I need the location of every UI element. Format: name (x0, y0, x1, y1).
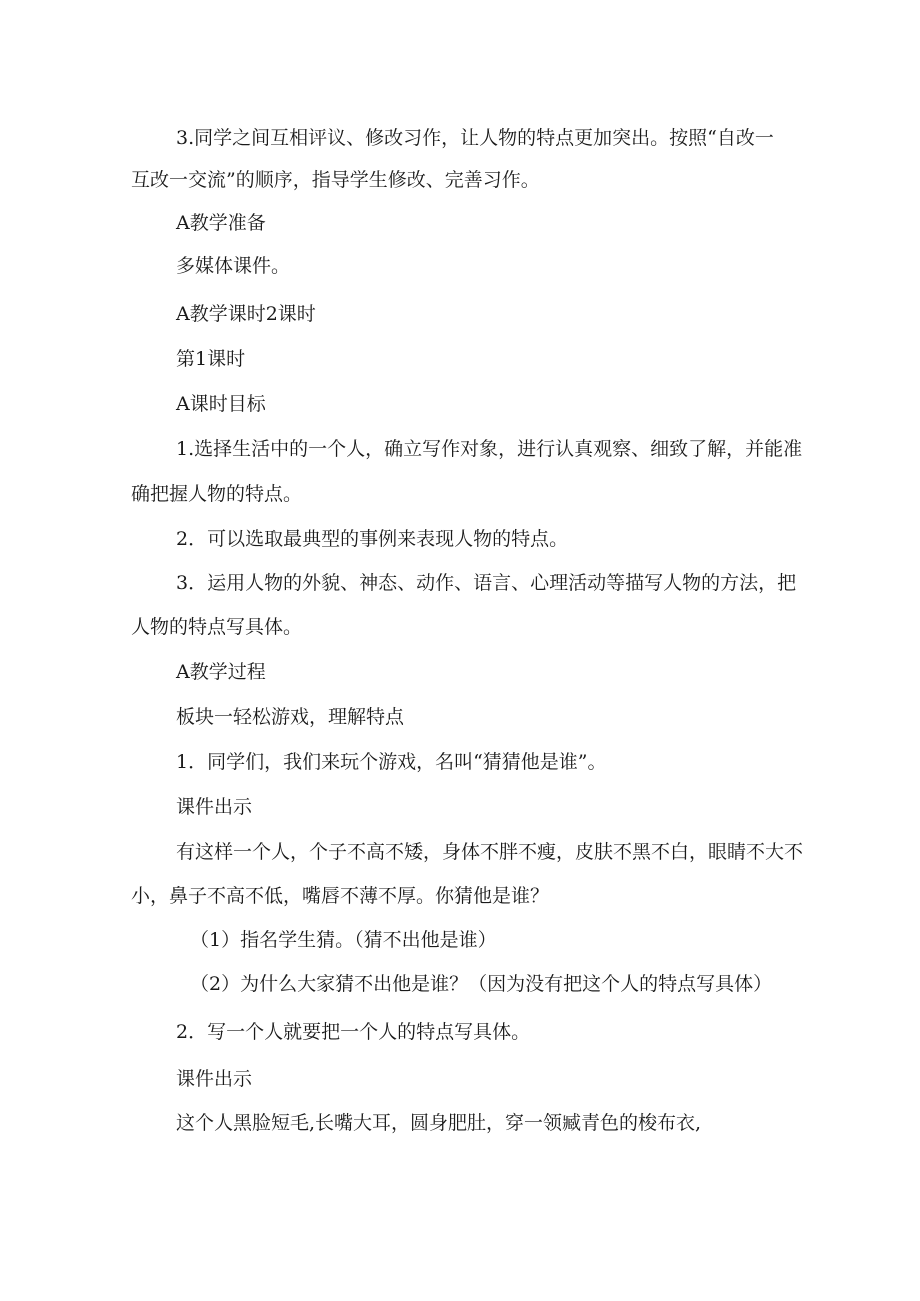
paragraph-line: 课件出示 (176, 1068, 253, 1090)
paragraph-line: 小，鼻子不高不低，嘴唇不薄不厚。你猜他是谁？ (131, 885, 550, 907)
paragraph-line: 3.同学之间互相评议、修改习作，让人物的特点更加突出。按照“自改一 (176, 127, 774, 149)
lesson-heading: 第1课时 (176, 348, 246, 370)
section-heading: A教学课时2课时 (176, 303, 316, 325)
paragraph-line: （2）为什么大家猜不出他是谁？（因为没有把这个人的特点写具体） (190, 973, 773, 995)
paragraph-line: 2．写一个人就要把一个人的特点写具体。 (176, 1021, 531, 1043)
paragraph-line: 课件出示 (176, 796, 253, 818)
section-heading: A教学过程 (176, 661, 266, 683)
paragraph-line: 1.选择生活中的一个人，确立写作对象，进行认真观察、细致了解，并能准 (176, 438, 803, 460)
section-heading: A课时目标 (176, 393, 266, 415)
section-heading: A教学准备 (176, 212, 266, 234)
paragraph-line: 互改一交流”的顺序，指导学生修改、完善习作。 (131, 169, 540, 191)
paragraph-line: 多媒体课件。 (176, 255, 291, 277)
paragraph-line: 1．同学们，我们来玩个游戏，名叫“猜猜他是谁”。 (176, 751, 607, 773)
paragraph-line: （1）指名学生猜。（猜不出他是谁） (190, 929, 497, 951)
paragraph-line: 有这样一个人，个子不高不矮，身体不胖不瘦，皮肤不黑不白，眼睛不大不 (176, 841, 804, 863)
paragraph-line: 2．可以选取最典型的事例来表现人物的特点。 (176, 528, 569, 550)
paragraph-line: 3．运用人物的外貌、神态、动作、语言、心理活动等描写人物的方法，把 (176, 572, 797, 594)
block-heading: 板块一轻松游戏，理解特点 (176, 706, 405, 728)
paragraph-line: 人物的特点写具体。 (131, 616, 303, 638)
paragraph-line: 这个人黑脸短毛,长嘴大耳，圆身肥肚，穿一领臧青色的梭布衣, (176, 1112, 702, 1134)
paragraph-line: 确把握人物的特点。 (131, 483, 303, 505)
